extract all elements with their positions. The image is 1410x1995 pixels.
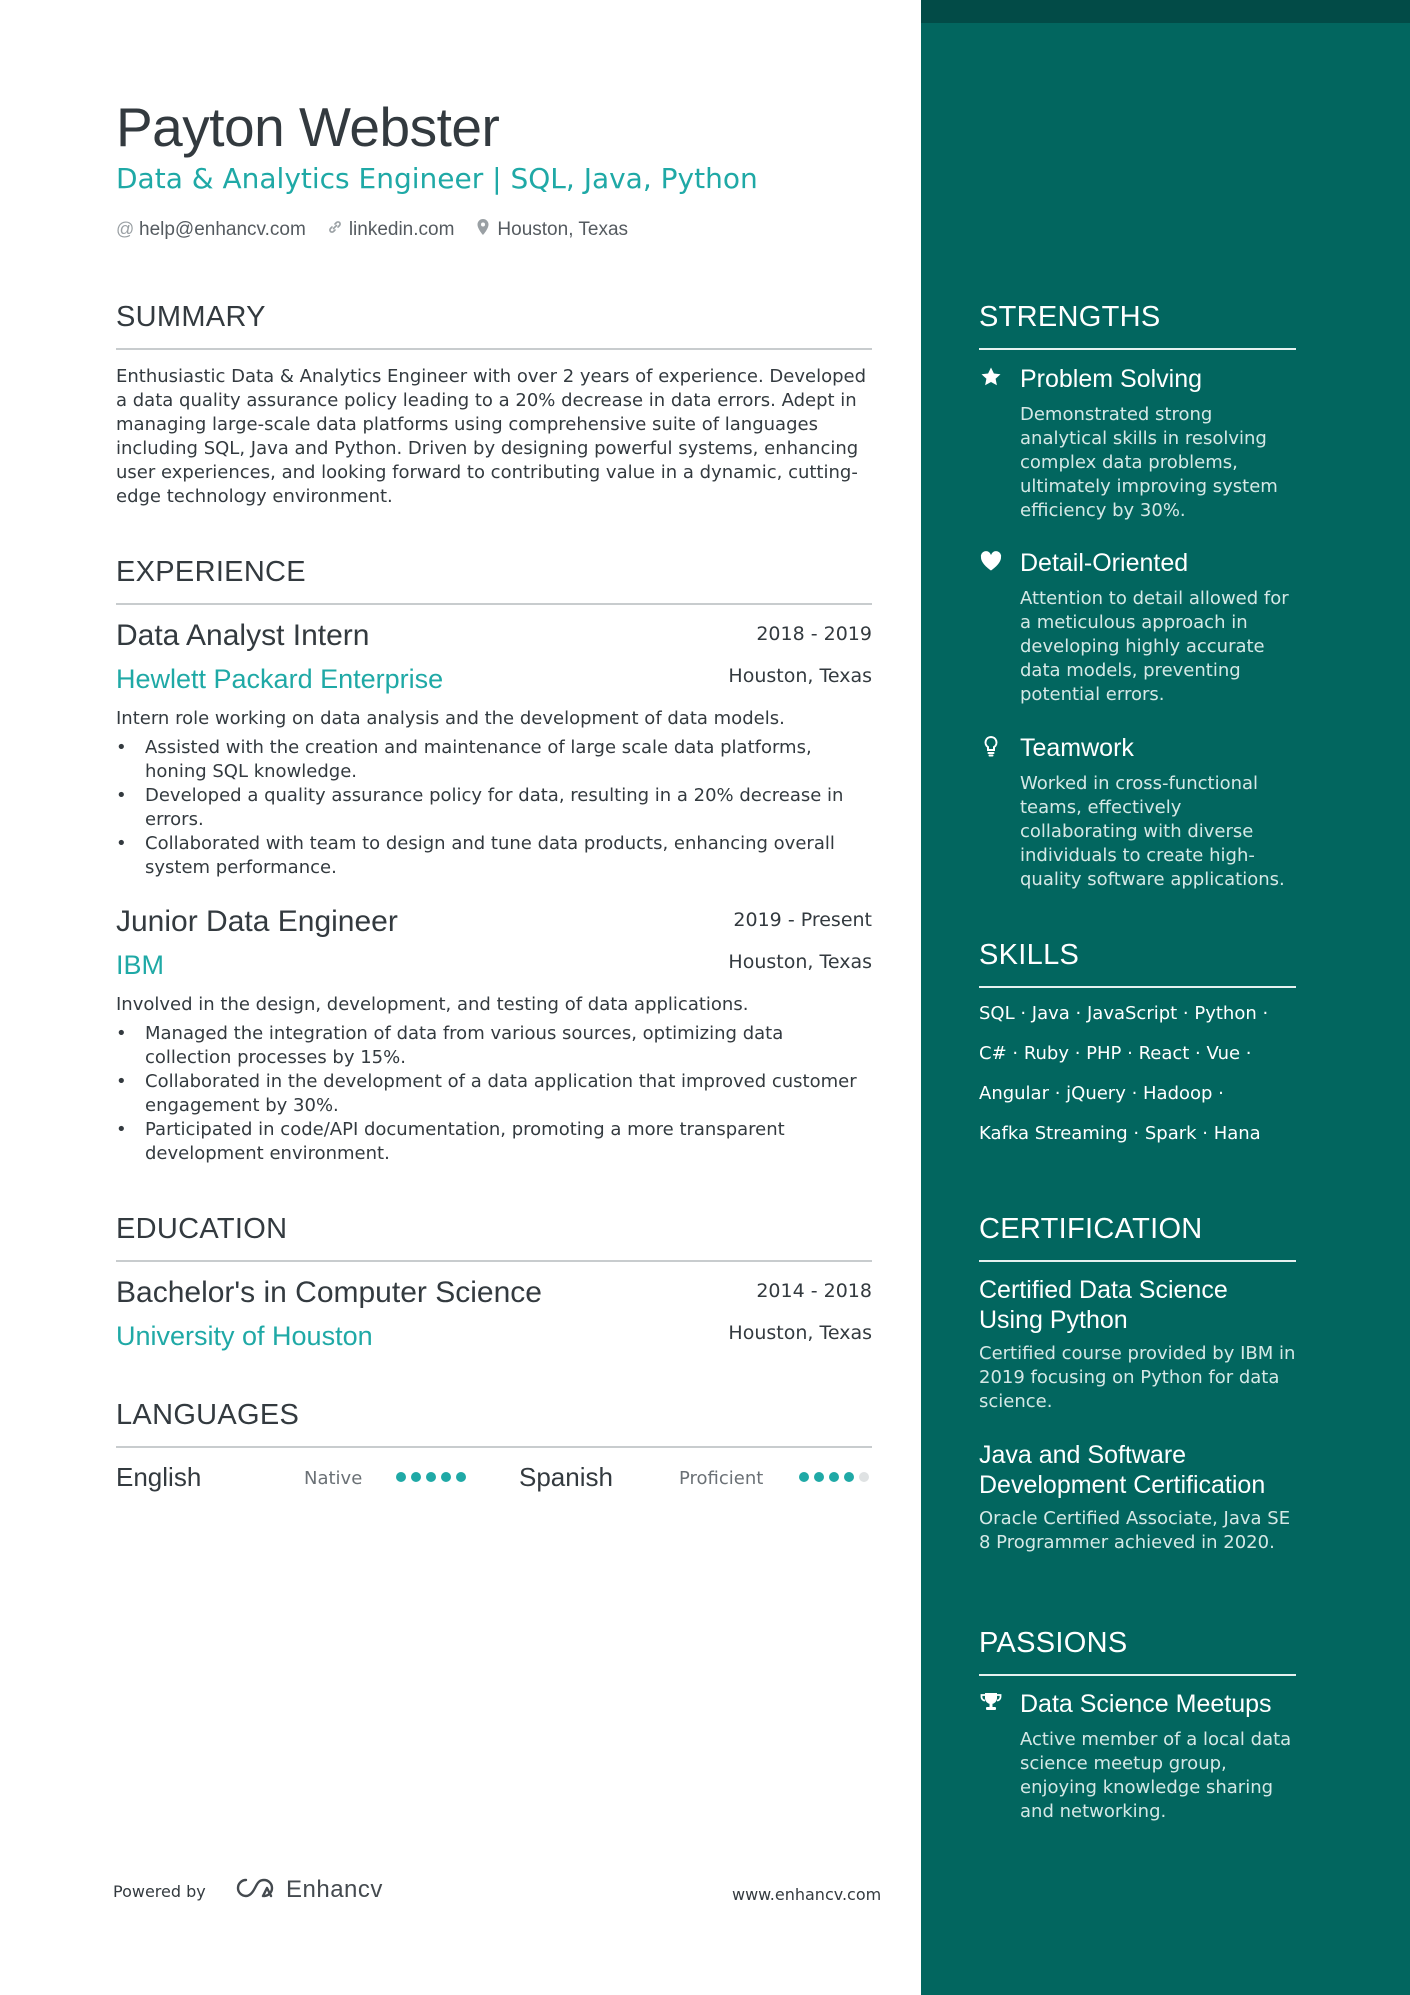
sidebar-top-band (921, 0, 1410, 23)
job-bullet: • Managed the integration of data from various sources, optimizing data collection processes by 15%. (116, 1022, 872, 1070)
powered-by-label: Powered by (113, 1882, 206, 1901)
job-company: Hewlett Packard Enterprise (116, 664, 444, 694)
certification-title: Java and Software Development Certification (979, 1441, 1266, 1499)
strength-desc: Demonstrated strong analytical skills in resolving complex data problems, ultimately improving system efficiency by 30%. (1020, 404, 1278, 521)
strengths-divider (979, 348, 1296, 350)
language-name: Spanish (519, 1462, 613, 1492)
rating-dot (814, 1472, 824, 1482)
skills-list (979, 998, 1296, 1158)
language-rating (396, 1472, 466, 1482)
skills-heading: SKILLS (979, 939, 1080, 971)
passion-desc: Active member of a local data science meetup group, enjoying knowledge sharing and networking. (1020, 1729, 1292, 1822)
job-bullet: • Collaborated in the development of a data application that improved customer engagement by 30%. (116, 1070, 872, 1118)
link-icon (326, 219, 344, 240)
passion-title: Data Science Meetups (1020, 1690, 1272, 1718)
languages-row (116, 1462, 872, 1496)
rating-dot (859, 1472, 869, 1482)
skills-line: SQL · Java · JavaScript · Python · (979, 1003, 1269, 1024)
strengths-heading: STRENGTHS (979, 301, 1161, 333)
strength-title: Problem Solving (1020, 365, 1203, 393)
experience-divider (116, 603, 872, 605)
linkedin-text[interactable]: linkedin.com (348, 218, 455, 240)
email-text[interactable]: help@enhancv.com (139, 218, 306, 240)
certification-desc: Oracle Certified Associate, Java SE 8 Programmer achieved in 2020. (979, 1508, 1291, 1553)
job-location: Houston, Texas (728, 665, 872, 687)
language-level: Native (304, 1468, 363, 1489)
enhancv-logo[interactable] (232, 1876, 383, 1904)
job-dates: 2018 - 2019 (756, 623, 872, 645)
skills-line: Angular · jQuery · Hadoop · (979, 1083, 1224, 1104)
job-description: Involved in the design, development, and testing of data applications. (116, 994, 749, 1015)
rating-dot (411, 1472, 421, 1482)
summary-divider (116, 348, 872, 350)
education-school: University of Houston (116, 1321, 373, 1351)
sidebar (921, 0, 1410, 1995)
education-heading: EDUCATION (116, 1213, 288, 1245)
job-description: Intern role working on data analysis and the development of data models. (116, 708, 785, 729)
education-degree: Bachelor's in Computer Science (116, 1276, 542, 1309)
certification-title: Certified Data Science Using Python (979, 1276, 1228, 1334)
skills-divider (979, 986, 1296, 988)
education-location: Houston, Texas (728, 1322, 872, 1344)
heart-icon (979, 550, 1003, 579)
rating-dot (426, 1472, 436, 1482)
rating-dot (844, 1472, 854, 1482)
job-bullets (116, 1022, 872, 1166)
contact-row (116, 218, 628, 241)
language-level: Proficient (679, 1468, 764, 1489)
enhancv-logo-icon (232, 1876, 278, 1904)
education-dates: 2014 - 2018 (756, 1280, 872, 1302)
strength-desc: Attention to detail allowed for a meticulous approach in developing highly accurate data models, preventing potential errors. (1020, 588, 1289, 705)
rating-dot (799, 1472, 809, 1482)
job-bullet: • Participated in code/API documentation, promoting a more transparent development environment. (116, 1118, 872, 1166)
trophy-icon (979, 1691, 1003, 1720)
job-company: IBM (116, 950, 165, 980)
strength-title: Detail-Oriented (1020, 549, 1189, 577)
lightbulb-icon (979, 735, 1003, 764)
passions-divider (979, 1674, 1296, 1676)
candidate-name: Payton Webster (116, 96, 500, 158)
languages-divider (116, 1446, 872, 1448)
certification-divider (979, 1260, 1296, 1262)
rating-dot (456, 1472, 466, 1482)
candidate-subtitle: Data & Analytics Engineer | SQL, Java, Python (116, 162, 758, 195)
languages-heading: LANGUAGES (116, 1399, 300, 1431)
job-bullets (116, 736, 872, 880)
job-dates: 2019 - Present (733, 909, 872, 931)
rating-dot (441, 1472, 451, 1482)
location-text: Houston, Texas (497, 218, 629, 240)
strength-title: Teamwork (1020, 734, 1134, 762)
rating-dot (829, 1472, 839, 1482)
star-icon (979, 366, 1003, 395)
job-role: Junior Data Engineer (116, 905, 398, 938)
skills-line: Kafka Streaming · Spark · Hana (979, 1123, 1261, 1144)
footer-url[interactable]: www.enhancv.com (732, 1885, 882, 1904)
summary-heading: SUMMARY (116, 301, 266, 333)
language-rating (799, 1472, 869, 1482)
email-contact[interactable] (116, 218, 306, 241)
education-divider (116, 1260, 872, 1262)
enhancv-brand-text: Enhancv (286, 1876, 383, 1903)
job-bullet: • Collaborated with team to design and tune data products, enhancing overall system performance. (116, 832, 872, 880)
strength-desc: Worked in cross-functional teams, effectively collaborating with diverse individuals to create high-quality software applications. (1020, 773, 1285, 890)
job-location: Houston, Texas (728, 951, 872, 973)
summary-text: Enthusiastic Data & Analytics Engineer with over 2 years of experience. Developed a data quality assurance policy leading to a 20% decrease in data errors. Adept in managing large-scale data platforms using comprehensive suite of languages including SQL, Java and Python. Driven by designing powerful systems, enhancing user experiences, and looking forward to contributing value in a dynamic, cutting-edge technology environment. (116, 366, 867, 507)
job-bullet: • Developed a quality assurance policy for data, resulting in a 20% decrease in errors. (116, 784, 872, 832)
map-pin-icon (474, 218, 492, 241)
skills-line: C# · Ruby · PHP · React · Vue · (979, 1043, 1252, 1064)
at-icon: @ (116, 219, 135, 239)
passions-heading: PASSIONS (979, 1627, 1128, 1659)
language-name: English (116, 1462, 202, 1492)
certification-heading: CERTIFICATION (979, 1213, 1203, 1245)
linkedin-contact[interactable] (326, 218, 455, 241)
rating-dot (396, 1472, 406, 1482)
experience-heading: EXPERIENCE (116, 556, 306, 588)
job-role: Data Analyst Intern (116, 619, 370, 652)
location-contact (474, 218, 628, 241)
certification-desc: Certified course provided by IBM in 2019 focusing on Python for data science. (979, 1343, 1296, 1412)
job-bullet: • Assisted with the creation and maintenance of large scale data platforms, honing SQL knowledge. (116, 736, 872, 784)
